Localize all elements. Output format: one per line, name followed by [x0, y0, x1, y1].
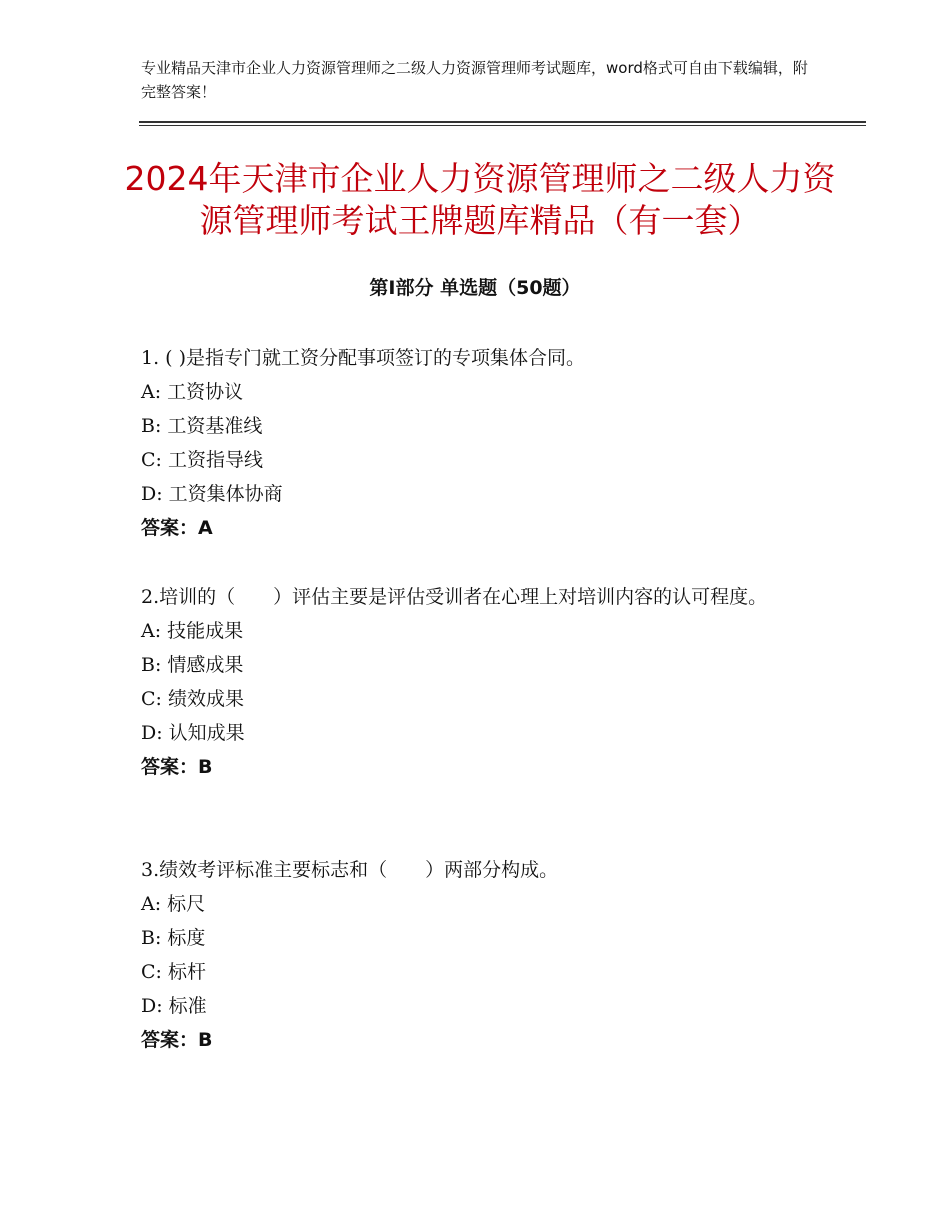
option-d: D: 工资集体协商 [141, 483, 283, 505]
option-b: B: 情感成果 [141, 654, 244, 676]
answer: 答案：B [141, 756, 213, 778]
question-1 [141, 341, 821, 545]
option-c: C: 标杆 [141, 961, 206, 983]
header-divider-thick [139, 121, 866, 123]
answer: 答案：A [141, 517, 213, 539]
option-d: D: 认知成果 [141, 722, 245, 744]
option-a: A: 技能成果 [141, 620, 244, 642]
document-title: 2024年天津市企业人力资源管理师之二级人力资源管理师考试王牌题库精品（有一套） [124, 159, 836, 240]
option-a: A: 工资协议 [141, 381, 244, 403]
option-d: D: 标准 [141, 995, 207, 1017]
option-a: A: 标尺 [141, 893, 206, 915]
option-b: B: 工资基准线 [141, 415, 263, 437]
question-stem: 3.绩效考评标准主要标志和（ ）两部分构成。 [141, 859, 559, 881]
option-c: C: 工资指导线 [141, 449, 263, 471]
option-b: B: 标度 [141, 927, 206, 949]
section-heading: 第Ⅰ部分 单选题（50题） [369, 277, 581, 299]
question-stem: 1. ( )是指专门就工资分配事项签订的专项集体合同。 [141, 347, 586, 369]
header-note: 专业精品天津市企业人力资源管理师之二级人力资源管理师考试题库，word格式可自由下载编辑，附完整答案！ [141, 59, 808, 101]
header-divider [139, 121, 866, 126]
question-stem: 2.培训的（ ）评估主要是评估受训者在心理上对培训内容的认可程度。 [141, 586, 768, 608]
header-divider-thin [139, 125, 866, 126]
option-c: C: 绩效成果 [141, 688, 244, 710]
question-2 [141, 580, 821, 784]
answer: 答案：B [141, 1029, 213, 1051]
question-3 [141, 853, 821, 1057]
